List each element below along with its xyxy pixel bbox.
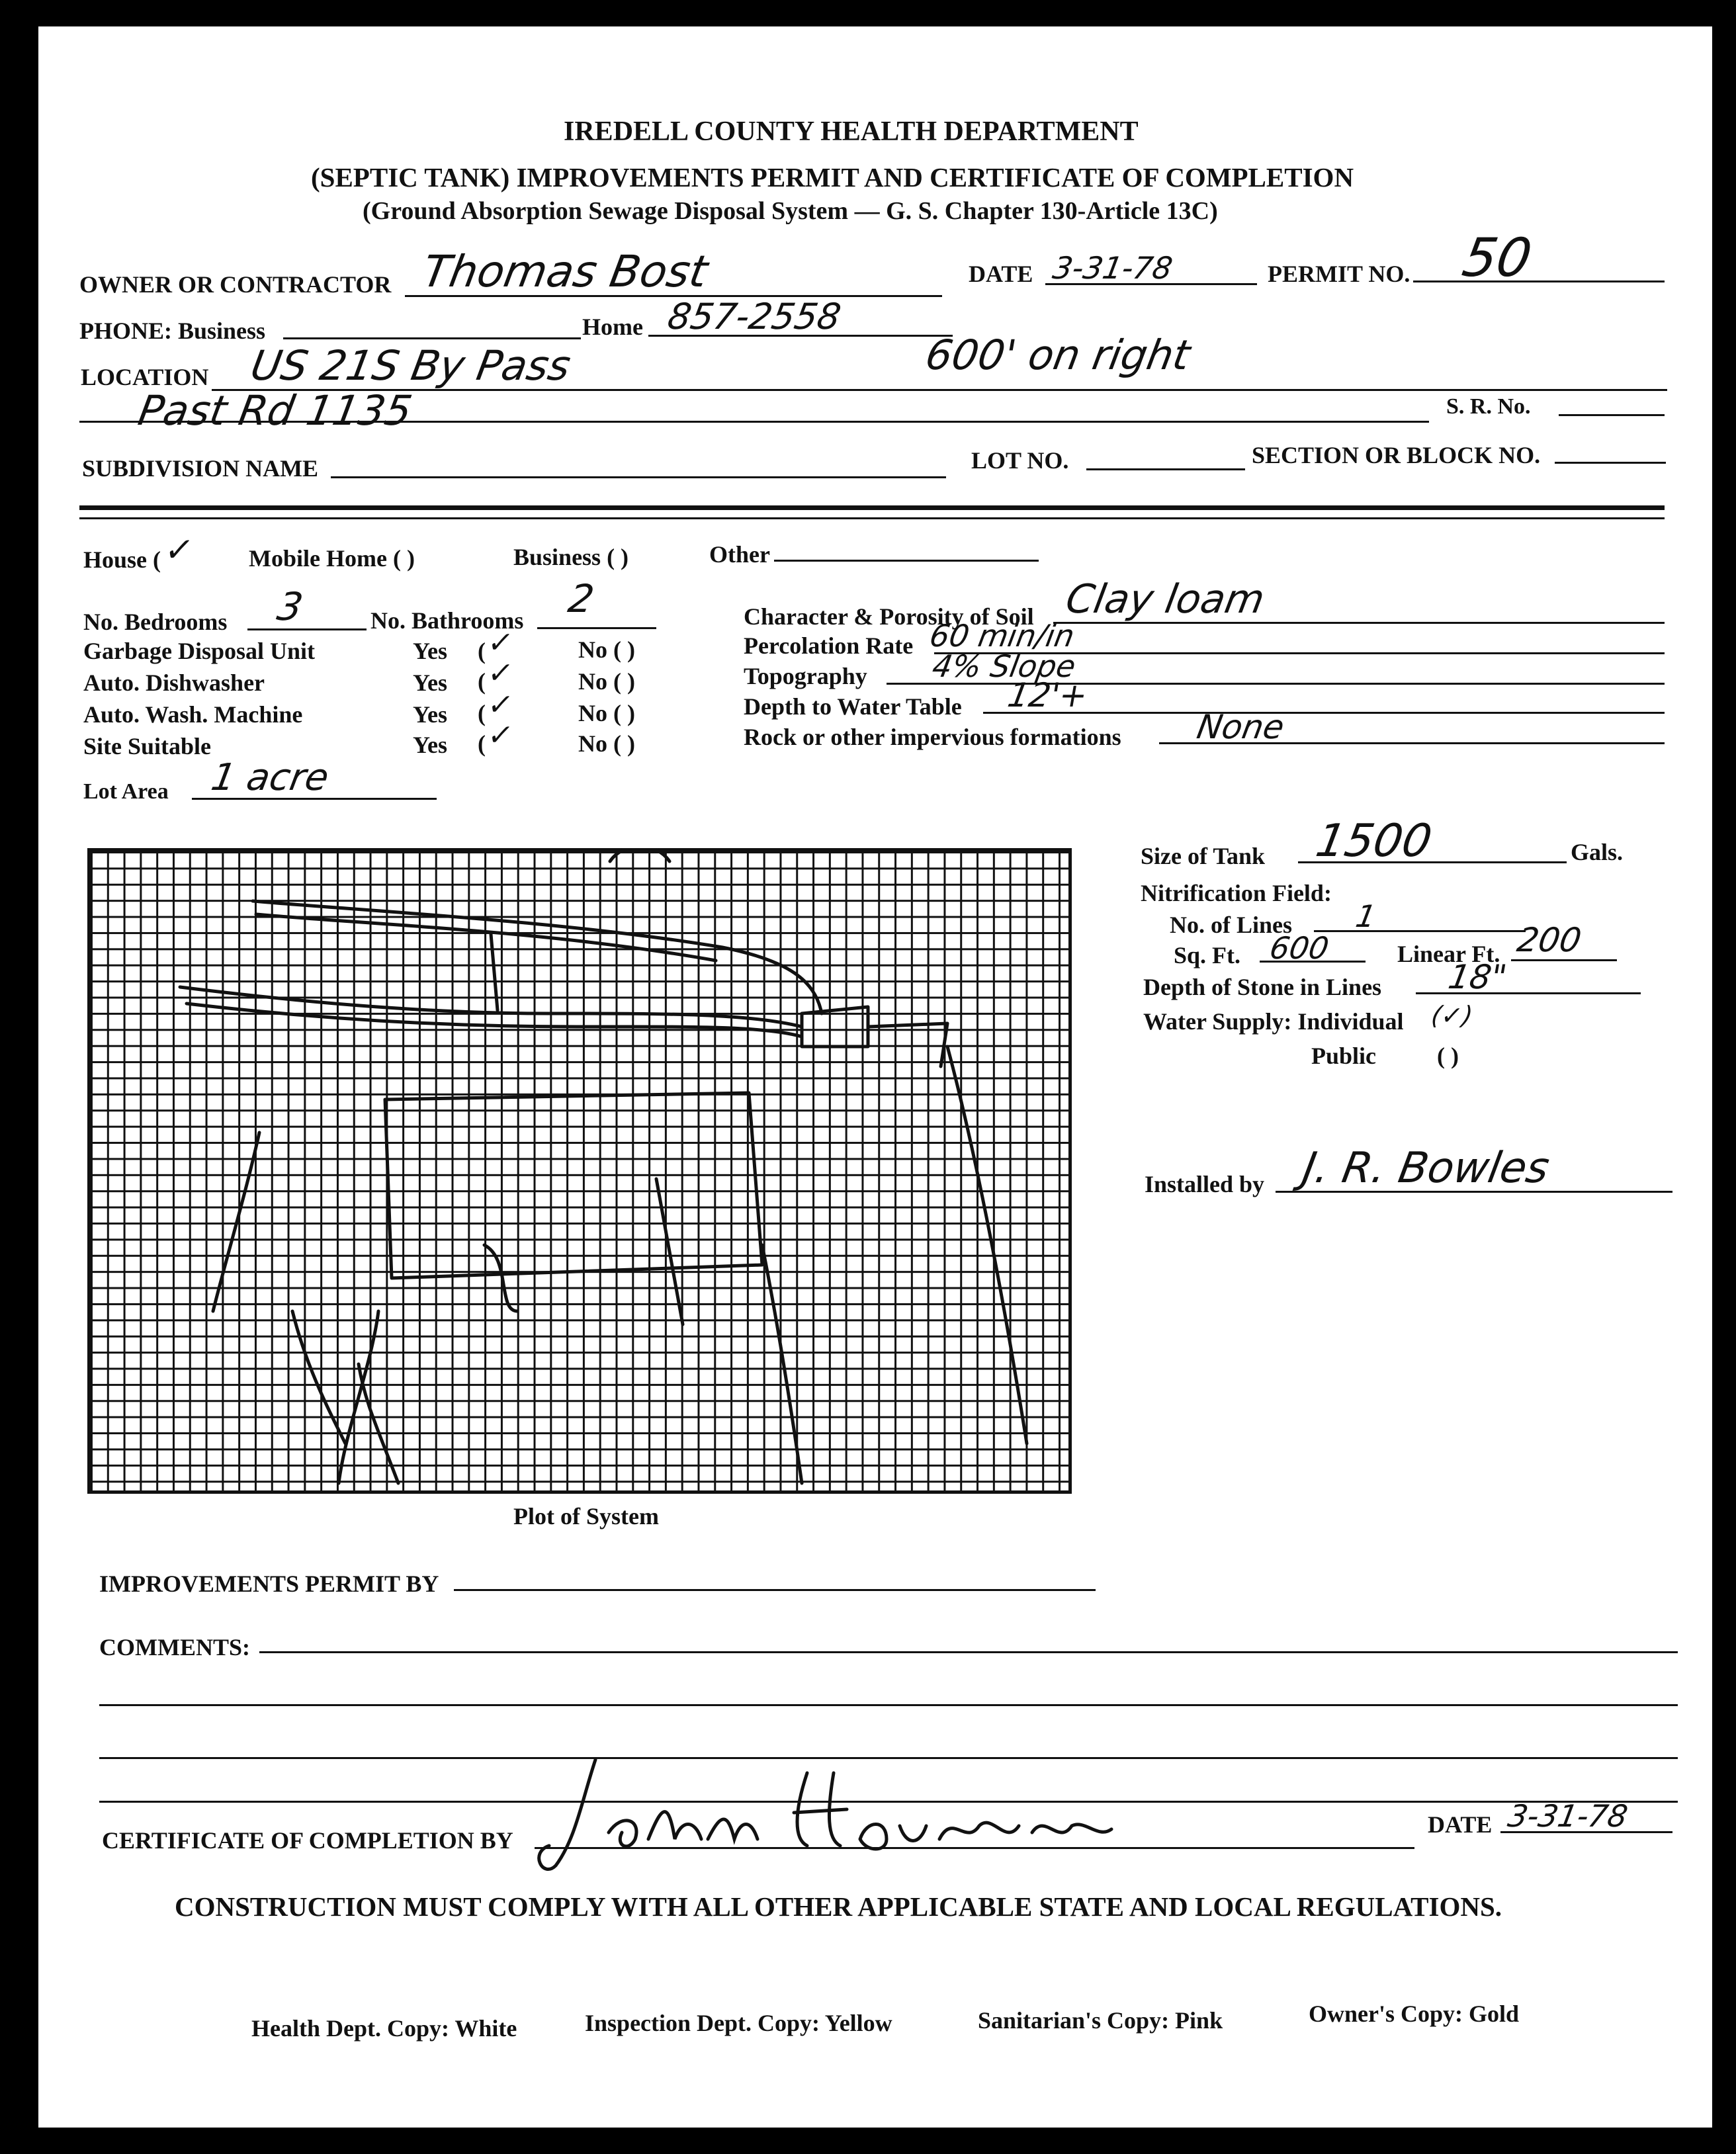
business-type-label: Business ( ) (513, 544, 629, 570)
location-value-1b[interactable]: 600' on right (922, 331, 1194, 379)
bathrooms-line (537, 627, 656, 629)
tank-size-label: Size of Tank (1141, 843, 1266, 869)
section-line (1555, 462, 1666, 464)
site-suitable-check[interactable]: ✓ (485, 718, 516, 752)
dishwasher-no: No ( ) (578, 668, 635, 695)
dishwasher-yes-paren: ( (478, 668, 486, 695)
dishwasher-yes: Yes (413, 669, 447, 696)
lot-area-value[interactable]: 1 acre (208, 756, 332, 799)
plot-caption: Plot of System (513, 1503, 659, 1529)
lot-no-line (1086, 468, 1245, 470)
mobile-home-label: Mobile Home ( ) (249, 545, 415, 572)
other-label: Other (709, 541, 770, 568)
bathrooms-label: No. Bathrooms (370, 607, 524, 634)
lines-label: No. of Lines (1170, 912, 1293, 938)
home-phone-value[interactable]: 857-2558 (664, 296, 844, 337)
subdivision-line (331, 476, 946, 478)
location-value-2[interactable]: Past Rd 1135 (134, 386, 416, 435)
site-suitable-yes: Yes (413, 732, 447, 758)
garbage-disposal-check[interactable]: ✓ (485, 626, 516, 660)
percolation-label: Percolation Rate (744, 632, 914, 659)
location-value-1[interactable]: US 21S By Pass (247, 341, 574, 390)
linear-ft-label: Linear Ft. (1397, 941, 1500, 967)
copy-health-dept: Health Dept. Copy: White (251, 2015, 517, 2042)
linear-ft-value[interactable]: 200 (1514, 921, 1584, 959)
certificate-date-label: DATE (1428, 1811, 1493, 1838)
sqft-label: Sq. Ft. (1174, 942, 1241, 969)
bathrooms-value[interactable]: 2 (565, 576, 597, 621)
certificate-by-label: CERTIFICATE OF COMPLETION BY (102, 1827, 513, 1854)
rock-label: Rock or other impervious formations (744, 724, 1121, 750)
wash-machine-check[interactable]: ✓ (485, 688, 516, 722)
wash-machine-no: No ( ) (578, 700, 635, 726)
wash-machine-label: Auto. Wash. Machine (83, 701, 303, 728)
sr-no-label: S. R. No. (1446, 394, 1531, 419)
dishwasher-label: Auto. Dishwasher (83, 669, 265, 696)
installed-by-value[interactable]: J. R. Bowles (1299, 1144, 1553, 1193)
wash-machine-yes-paren: ( (478, 700, 486, 726)
linear-ft-line (1511, 959, 1617, 961)
date-label: DATE (969, 261, 1033, 287)
plot-sketch (87, 848, 1072, 1494)
other-line (774, 560, 1039, 562)
form-subtitle: (Ground Absorption Sewage Disposal System — G. S. Chapter 130-Article 13C) (363, 197, 1218, 225)
permit-value[interactable]: 50 (1457, 227, 1537, 288)
bedrooms-label: No. Bedrooms (83, 609, 228, 635)
comments-label: COMMENTS: (99, 1634, 250, 1660)
section-label: SECTION OR BLOCK NO. (1252, 442, 1541, 468)
certificate-signature (529, 1746, 1178, 1879)
house-label: House ( (83, 546, 161, 573)
site-suitable-no: No ( ) (578, 730, 635, 757)
site-suitable-yes-paren: ( (478, 730, 486, 757)
divider-bottom (79, 517, 1665, 519)
stone-depth-label: Depth of Stone in Lines (1143, 974, 1382, 1000)
certificate-date-value[interactable]: 3-31-78 (1505, 1798, 1631, 1834)
form-title: (SEPTIC TANK) IMPROVEMENTS PERMIT AND CERTIFICATE OF COMPLETION (311, 162, 1354, 193)
water-table-label: Depth to Water Table (744, 693, 962, 720)
subdivision-label: SUBDIVISION NAME (82, 455, 319, 482)
certificate-signature-text (595, 1852, 600, 1853)
department-heading: IREDELL COUNTY HEALTH DEPARTMENT (564, 116, 1139, 147)
public-check[interactable]: ( ) (1437, 1043, 1459, 1069)
garbage-yes-paren: ( (478, 638, 486, 664)
copy-sanitarian: Sanitarian's Copy: Pink (978, 2007, 1223, 2034)
copy-inspection-dept: Inspection Dept. Copy: Yellow (585, 2010, 892, 2036)
water-supply-label: Water Supply: Individual (1143, 1008, 1404, 1035)
dishwasher-check[interactable]: ✓ (485, 656, 516, 690)
garbage-disposal-yes: Yes (413, 638, 447, 664)
location-label: LOCATION (81, 364, 209, 390)
topography-value[interactable]: 4% Slope (930, 648, 1078, 684)
stone-depth-value[interactable]: 18" (1445, 958, 1510, 996)
installed-by-label: Installed by (1145, 1171, 1265, 1197)
home-label: Home (582, 314, 643, 340)
lot-area-label: Lot Area (83, 779, 169, 804)
divider-top (79, 505, 1665, 510)
construction-notice: CONSTRUCTION MUST COMPLY WITH ALL OTHER APPLICABLE STATE AND LOCAL REGULATIONS. (175, 1891, 1502, 1922)
lines-value[interactable]: 1 (1353, 898, 1379, 934)
topography-label: Topography (744, 663, 867, 689)
owner-value[interactable]: Thomas Bost (419, 246, 712, 297)
public-label: Public (1311, 1043, 1377, 1069)
house-check[interactable]: ✓ (161, 531, 197, 569)
permit-label: PERMIT NO. (1268, 261, 1410, 287)
water-individual-check[interactable]: (✓) (1429, 1001, 1475, 1030)
improvements-permit-by-line (454, 1589, 1096, 1591)
tank-size-value[interactable]: 1500 (1312, 815, 1436, 867)
soil-character-label: Character & Porosity of Soil (744, 603, 1034, 630)
phone-business-label: PHONE: Business (79, 318, 266, 344)
date-value[interactable]: 3-31-78 (1050, 250, 1176, 286)
percolation-value[interactable]: 60 min/in (927, 618, 1078, 654)
lot-no-label: LOT NO. (971, 447, 1069, 474)
business-line (283, 337, 581, 339)
gals-label: Gals. (1571, 839, 1624, 865)
comments-line-1 (259, 1651, 1678, 1653)
bedrooms-value[interactable]: 3 (274, 584, 306, 629)
sr-no-line (1559, 414, 1665, 416)
garbage-disposal-label: Garbage Disposal Unit (83, 638, 316, 664)
copy-owner: Owner's Copy: Gold (1309, 2001, 1520, 2027)
rock-value[interactable]: None (1194, 708, 1287, 746)
bedrooms-line (247, 628, 367, 630)
site-suitable-label: Site Suitable (83, 733, 212, 759)
water-table-line (983, 712, 1665, 714)
improvements-permit-by-label: IMPROVEMENTS PERMIT BY (99, 1571, 439, 1597)
nitrification-label: Nitrification Field: (1141, 880, 1332, 906)
permit-line (1413, 280, 1665, 282)
garbage-disposal-no: No ( ) (578, 636, 635, 663)
wash-machine-yes: Yes (413, 701, 447, 728)
comments-line-2 (99, 1704, 1678, 1706)
owner-label: OWNER OR CONTRACTOR (79, 271, 392, 298)
soil-character-value[interactable]: Clay loam (1062, 576, 1268, 623)
lines-line (1314, 930, 1526, 932)
location-line-2 (79, 421, 1429, 423)
sqft-value[interactable]: 600 (1267, 930, 1332, 966)
water-table-value[interactable]: 12'+ (1004, 676, 1091, 714)
